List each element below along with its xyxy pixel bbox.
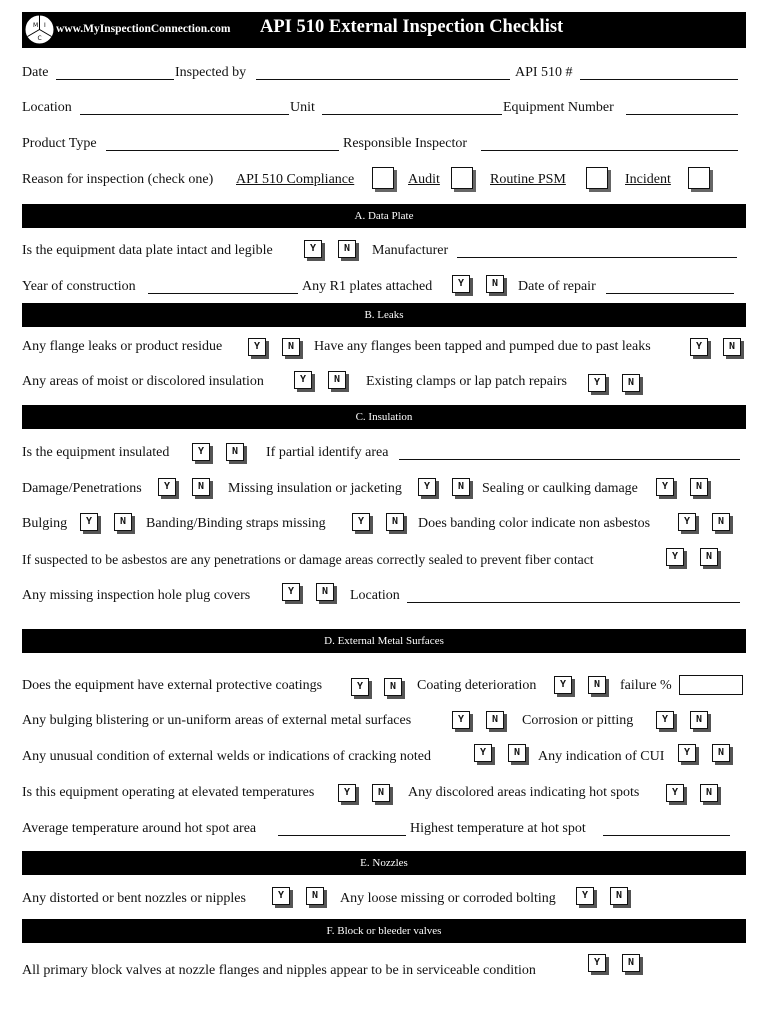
question-cui: Any indication of CUI — [538, 749, 665, 764]
plug-location-label: Location — [350, 588, 400, 603]
question-flanges-tapped: Have any flanges been tapped and pumped due to past leaks — [314, 339, 651, 354]
checkbox-routine-psm[interactable] — [586, 167, 608, 189]
date-of-repair-label: Date of repair — [518, 279, 596, 294]
average-temperature-field[interactable] — [278, 835, 406, 836]
yes-button[interactable]: Y — [690, 338, 708, 356]
unit-field[interactable] — [322, 114, 502, 115]
reason-label: Reason for inspection (check one) — [22, 172, 214, 187]
failure-percent-input[interactable] — [679, 675, 743, 695]
no-button[interactable]: N — [508, 744, 526, 762]
no-button[interactable]: N — [712, 744, 730, 762]
question-hot-spots: Any discolored areas indicating hot spots — [408, 785, 640, 800]
date-label: Date — [22, 65, 49, 80]
question-asbestos-sealed: If suspected to be asbestos are any penetrations or damage areas correctly sealed to prevent fiber contact — [22, 552, 594, 567]
mic-logo-icon — [24, 14, 55, 45]
yes-button[interactable]: Y — [576, 887, 594, 905]
yes-button[interactable]: Y — [192, 443, 210, 461]
section-header-external-metal-surfaces: D. External Metal Surfaces — [22, 629, 746, 653]
equipment-number-label: Equipment Number — [503, 100, 614, 115]
no-button[interactable]: N — [622, 374, 640, 392]
yes-button[interactable]: Y — [418, 478, 436, 496]
question-coating-deterioration: Coating deterioration — [417, 678, 537, 693]
no-button[interactable]: N — [384, 678, 402, 696]
question-data-plate: Is the equipment data plate intact and legible — [22, 243, 273, 258]
question-sealing-damage: Sealing or caulking damage — [482, 481, 638, 496]
date-of-repair-field[interactable] — [606, 293, 734, 294]
no-button[interactable]: N — [452, 478, 470, 496]
api-510-number-label: API 510 # — [515, 65, 573, 80]
question-bulging: Bulging — [22, 516, 68, 531]
question-banding-color: Does banding color indicate non asbestos — [418, 516, 651, 531]
question-banding-missing: Banding/Binding straps missing — [146, 516, 326, 531]
year-label: Year of construction — [22, 279, 136, 294]
yes-button[interactable]: Y — [452, 711, 470, 729]
yes-button[interactable]: Y — [158, 478, 176, 496]
no-button[interactable]: N — [226, 443, 244, 461]
no-button[interactable]: N — [486, 711, 504, 729]
yes-button[interactable]: Y — [272, 887, 290, 905]
no-button[interactable]: N — [386, 513, 404, 531]
section-header-block-valves: F. Block or bleeder valves — [22, 919, 746, 943]
no-button[interactable]: N — [328, 371, 346, 389]
no-button[interactable]: N — [192, 478, 210, 496]
site-url: www.MyInspectionConnection.com — [56, 23, 231, 35]
yes-button[interactable]: Y — [656, 478, 674, 496]
year-field[interactable] — [148, 293, 298, 294]
question-plug-covers: Any missing inspection hole plug covers — [22, 588, 251, 603]
question-welds-cracking: Any unusual condition of external welds or indications of cracking noted — [22, 749, 432, 764]
yes-button[interactable]: Y — [666, 548, 684, 566]
section-header-nozzles: E. Nozzles — [22, 851, 746, 875]
no-button[interactable]: N — [700, 548, 718, 566]
yes-button[interactable]: Y — [294, 371, 312, 389]
yes-button[interactable]: Y — [282, 583, 300, 601]
question-corrosion-pitting: Corrosion or pitting — [522, 713, 634, 728]
checkbox-compliance[interactable] — [372, 167, 394, 189]
manufacturer-field[interactable] — [457, 257, 737, 258]
no-button[interactable]: N — [114, 513, 132, 531]
no-button[interactable]: N — [690, 478, 708, 496]
question-distorted-nozzles: Any distorted or bent nozzles or nipples — [22, 891, 246, 906]
svg-text:I: I — [44, 22, 46, 29]
yes-button[interactable]: Y — [588, 374, 606, 392]
location-field[interactable] — [80, 114, 289, 115]
section-header-leaks: B. Leaks — [22, 303, 746, 327]
no-button[interactable]: N — [588, 676, 606, 694]
yes-button[interactable]: Y — [554, 676, 572, 694]
yes-button[interactable]: Y — [678, 513, 696, 531]
question-loose-bolting: Any loose missing or corroded bolting — [340, 891, 556, 906]
question-block-valves: All primary block valves at nozzle flanges and nipples appear to be in serviceable condition — [22, 963, 536, 978]
yes-button[interactable]: Y — [656, 711, 674, 729]
product-type-field[interactable] — [106, 150, 339, 151]
question-insulated: Is the equipment insulated — [22, 445, 170, 460]
no-button[interactable]: N — [316, 583, 334, 601]
no-button[interactable]: N — [372, 784, 390, 802]
highest-temperature-field[interactable] — [603, 835, 730, 836]
manufacturer-label: Manufacturer — [372, 243, 449, 258]
highest-temperature-label: Highest temperature at hot spot — [410, 821, 586, 836]
no-button[interactable]: N — [700, 784, 718, 802]
partial-area-field[interactable] — [399, 459, 740, 460]
reason-option-routine-psm: Routine PSM — [490, 172, 566, 187]
product-type-label: Product Type — [22, 136, 97, 151]
question-clamps-repairs: Existing clamps or lap patch repairs — [366, 374, 567, 389]
yes-button[interactable]: Y — [352, 513, 370, 531]
responsible-inspector-label: Responsible Inspector — [343, 136, 468, 151]
location-label: Location — [22, 100, 72, 115]
yes-button[interactable]: Y — [351, 678, 369, 696]
no-button[interactable]: N — [712, 513, 730, 531]
date-field[interactable] — [56, 79, 174, 80]
checkbox-incident[interactable] — [688, 167, 710, 189]
question-elevated-temperatures: Is this equipment operating at elevated temperatures — [22, 785, 315, 800]
question-protective-coatings: Does the equipment have external protective coatings — [22, 678, 323, 693]
section-header-data-plate: A. Data Plate — [22, 204, 746, 228]
plug-location-field[interactable] — [407, 602, 740, 603]
question-damage-penetrations: Damage/Penetrations — [22, 481, 142, 496]
reason-option-compliance: API 510 Compliance — [236, 172, 355, 187]
question-blistering: Any bulging blistering or un-uniform areas of external metal surfaces — [22, 713, 412, 728]
partial-area-label: If partial identify area — [266, 445, 389, 460]
svg-text:C: C — [37, 35, 42, 42]
question-missing-insulation: Missing insulation or jacketing — [228, 481, 402, 496]
unit-label: Unit — [290, 100, 315, 115]
page-title: API 510 External Inspection Checklist — [260, 17, 564, 37]
question-r1-plates: Any R1 plates attached — [302, 279, 433, 294]
yes-button[interactable]: Y — [338, 784, 356, 802]
yes-button[interactable]: Y — [474, 744, 492, 762]
no-button[interactable]: N — [690, 711, 708, 729]
yes-button[interactable]: Y — [588, 954, 606, 972]
yes-button[interactable]: Y — [304, 240, 322, 258]
inspected-by-field[interactable] — [256, 79, 510, 80]
no-button[interactable]: N — [723, 338, 741, 356]
responsible-inspector-field[interactable] — [481, 150, 738, 151]
yes-button[interactable]: Y — [248, 338, 266, 356]
header-bar — [22, 12, 746, 48]
svg-text:M: M — [33, 22, 39, 29]
section-header-insulation: C. Insulation — [22, 405, 746, 429]
failure-percent-label: failure % — [620, 678, 672, 693]
no-button[interactable]: N — [338, 240, 356, 258]
question-flange-leaks: Any flange leaks or product residue — [22, 339, 223, 354]
inspected-by-label: Inspected by — [175, 65, 247, 80]
checkbox-audit[interactable] — [451, 167, 473, 189]
yes-button[interactable]: Y — [666, 784, 684, 802]
api-510-number-field[interactable] — [580, 79, 738, 80]
reason-option-incident: Incident — [625, 172, 671, 187]
reason-option-audit: Audit — [408, 172, 440, 187]
no-button[interactable]: N — [282, 338, 300, 356]
yes-button[interactable]: Y — [80, 513, 98, 531]
average-temperature-label: Average temperature around hot spot area — [22, 821, 257, 836]
yes-button[interactable]: Y — [452, 275, 470, 293]
question-moist-insulation: Any areas of moist or discolored insulation — [22, 374, 264, 389]
no-button[interactable]: N — [486, 275, 504, 293]
yes-button[interactable]: Y — [678, 744, 696, 762]
no-button[interactable]: N — [610, 887, 628, 905]
no-button[interactable]: N — [306, 887, 324, 905]
equipment-number-field[interactable] — [626, 114, 738, 115]
no-button[interactable]: N — [622, 954, 640, 972]
